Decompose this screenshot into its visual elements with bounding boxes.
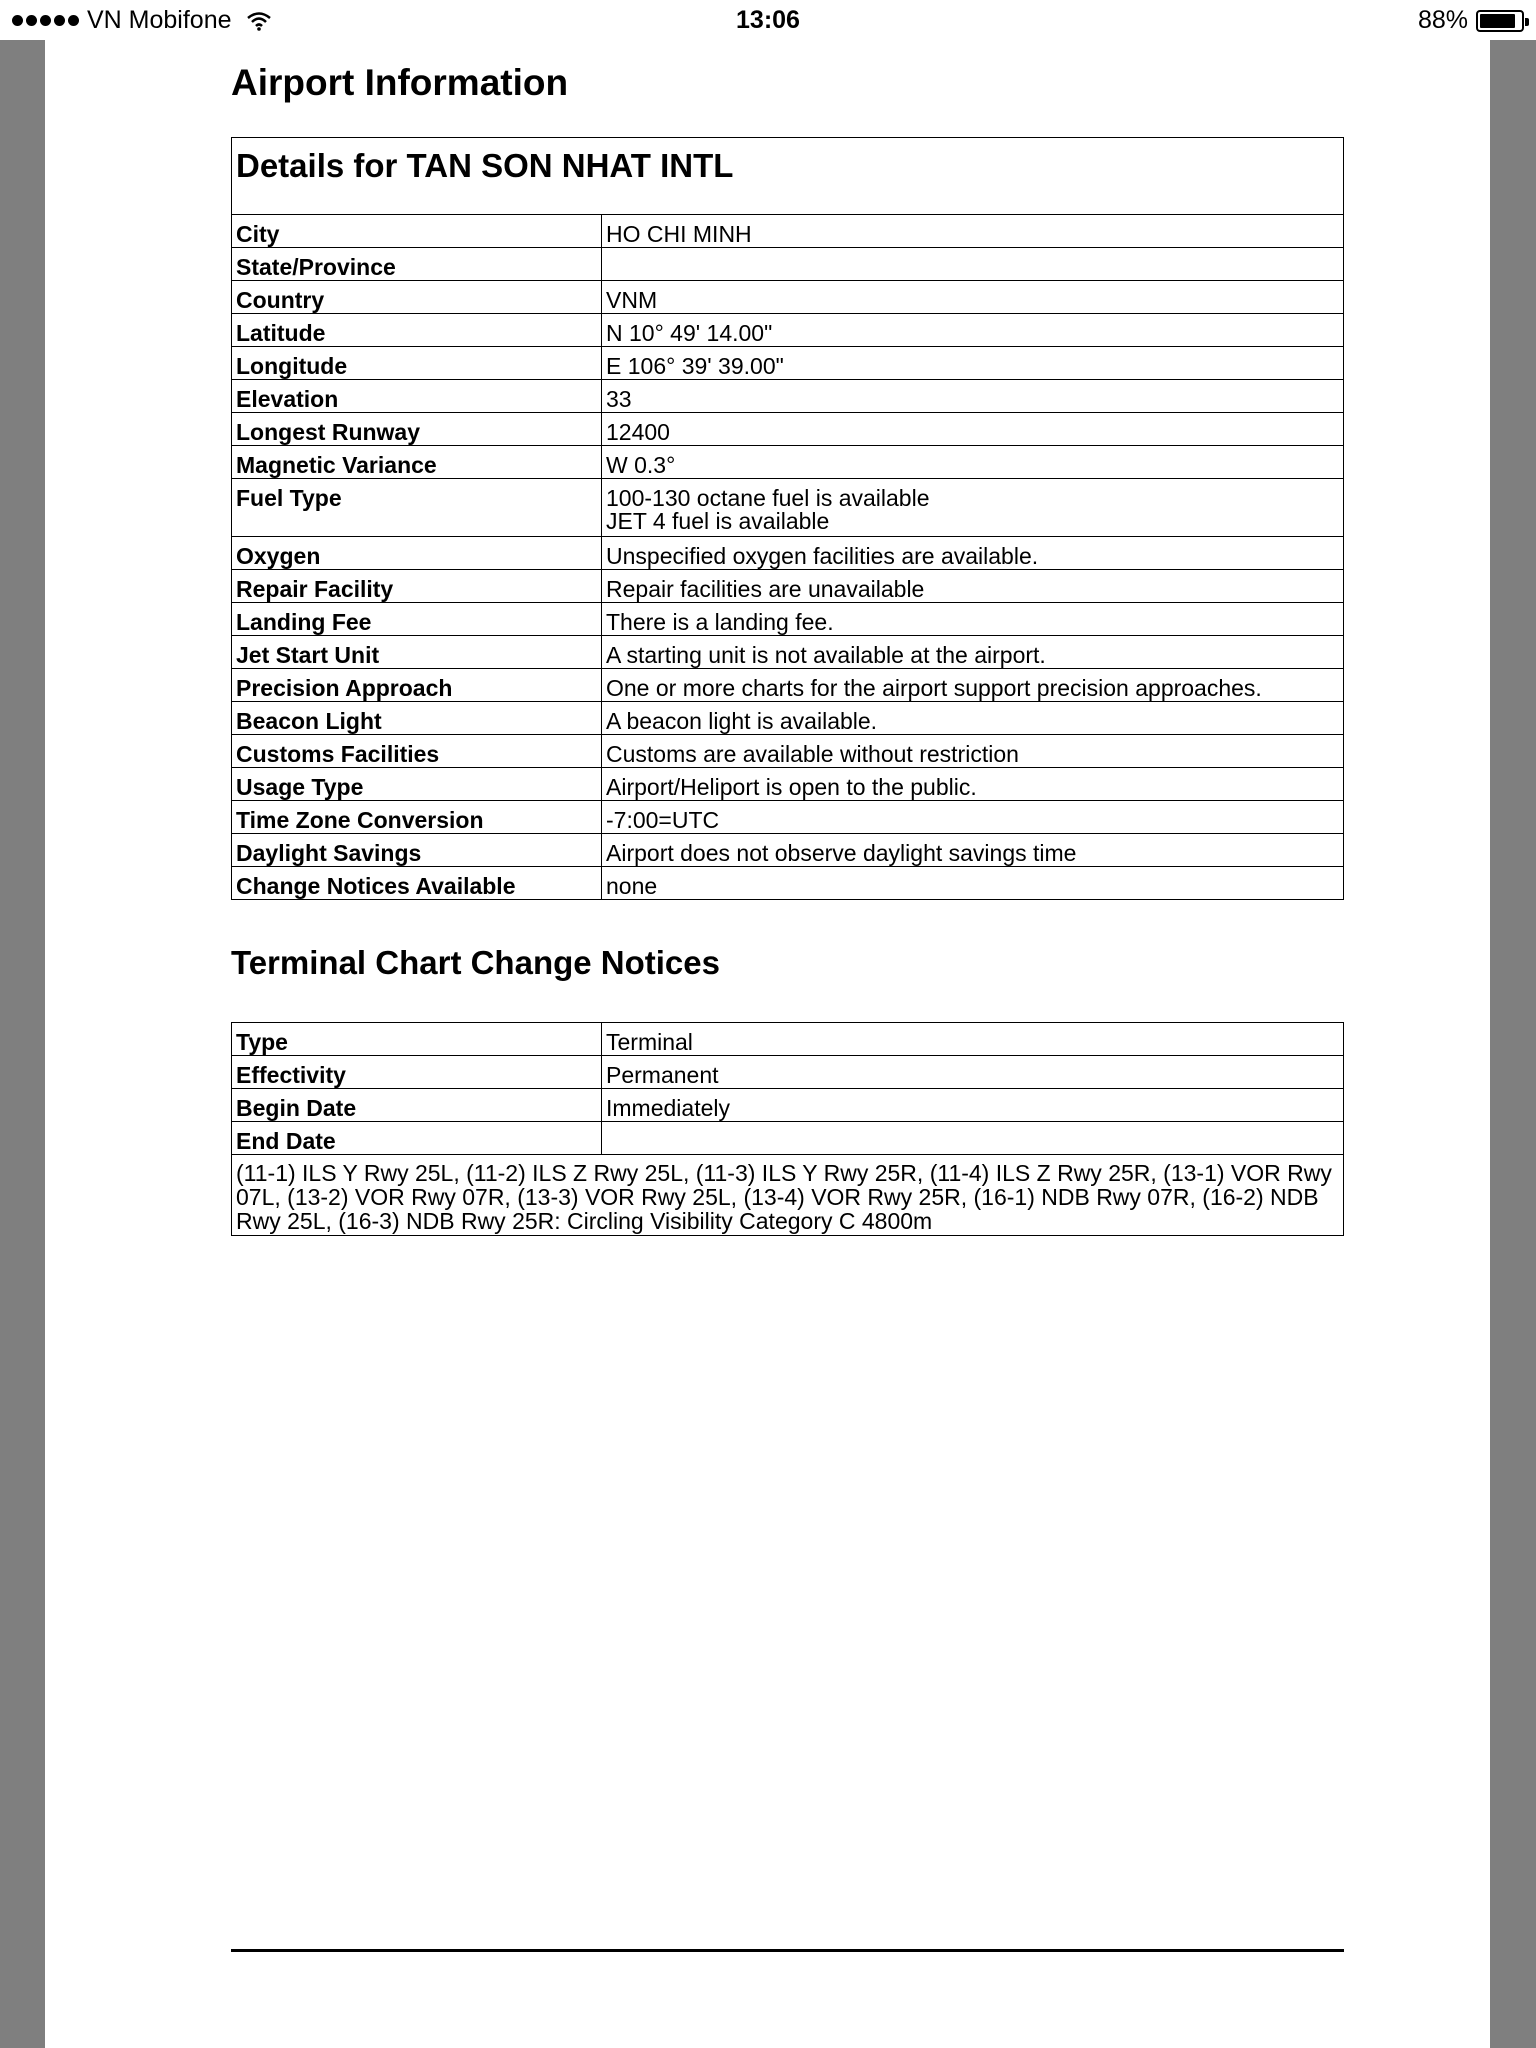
row-value: Unspecified oxygen facilities are available.: [602, 537, 1344, 570]
row-label: Country: [232, 281, 602, 314]
row-label: Latitude: [232, 314, 602, 347]
row-label: Precision Approach: [232, 669, 602, 702]
table-row: [232, 380, 1344, 413]
table-row: [232, 281, 1344, 314]
table-row: [232, 702, 1344, 735]
row-label: Repair Facility: [232, 570, 602, 603]
row-value: [602, 1122, 1344, 1155]
row-value: -7:00=UTC: [602, 801, 1344, 834]
row-label: Usage Type: [232, 768, 602, 801]
row-label: Begin Date: [232, 1089, 602, 1122]
row-value: Repair facilities are unavailable: [602, 570, 1344, 603]
table-row: [232, 570, 1344, 603]
row-label: Effectivity: [232, 1056, 602, 1089]
row-label: Landing Fee: [232, 603, 602, 636]
row-value: VNM: [602, 281, 1344, 314]
battery-icon: [1476, 10, 1524, 32]
row-value: none: [602, 867, 1344, 900]
row-value-line: 100-130 octane fuel is available: [606, 485, 930, 511]
table-row: [232, 603, 1344, 636]
row-label: Type: [232, 1023, 602, 1056]
row-value: Terminal: [602, 1023, 1344, 1056]
row-label: Beacon Light: [232, 702, 602, 735]
table-row: [232, 768, 1344, 801]
row-value: [602, 248, 1344, 281]
footer-rule: [231, 1949, 1344, 1952]
row-value: E 106° 39' 39.00": [602, 347, 1344, 380]
battery-tip: [1525, 18, 1529, 26]
row-label: Customs Facilities: [232, 735, 602, 768]
row-label: Magnetic Variance: [232, 446, 602, 479]
table-row: [232, 479, 1344, 537]
row-value: N 10° 49' 14.00": [602, 314, 1344, 347]
row-label: Longitude: [232, 347, 602, 380]
table-row: [232, 1089, 1344, 1122]
table-row: [232, 867, 1344, 900]
table-row: [232, 1155, 1344, 1236]
battery-fill: [1480, 14, 1515, 28]
table-row: [232, 347, 1344, 380]
row-label: Jet Start Unit: [232, 636, 602, 669]
carrier-name: VN Mobifone: [87, 6, 232, 34]
table-row: [232, 636, 1344, 669]
airport-details-table: [231, 137, 1344, 900]
clock: 13:06: [736, 6, 800, 34]
table-row: [232, 1056, 1344, 1089]
row-value: Airport does not observe daylight savings time: [602, 834, 1344, 867]
row-label: Oxygen: [232, 537, 602, 570]
table-row: [232, 446, 1344, 479]
table-row: [232, 314, 1344, 347]
row-value: Airport/Heliport is open to the public.: [602, 768, 1344, 801]
row-value: There is a landing fee.: [602, 603, 1344, 636]
row-value: W 0.3°: [602, 446, 1344, 479]
table-row: [232, 248, 1344, 281]
row-label: State/Province: [232, 248, 602, 281]
table-row: [232, 413, 1344, 446]
row-value: A starting unit is not available at the airport.: [602, 636, 1344, 669]
row-label: End Date: [232, 1122, 602, 1155]
row-label: Change Notices Available: [232, 867, 602, 900]
row-label: Longest Runway: [232, 413, 602, 446]
row-label: Fuel Type: [232, 479, 602, 537]
row-value-line: JET 4 fuel is available: [606, 508, 830, 534]
notices-title: Terminal Chart Change Notices: [231, 944, 720, 981]
row-value: [602, 479, 1344, 537]
row-value: 12400: [602, 413, 1344, 446]
status-bar: [0, 0, 1536, 40]
row-label: City: [232, 215, 602, 248]
table-row: [232, 1122, 1344, 1155]
row-value: Customs are available without restriction: [602, 735, 1344, 768]
change-notices-table: [231, 1022, 1344, 1236]
row-label: Daylight Savings: [232, 834, 602, 867]
table-row: [232, 1023, 1344, 1056]
row-value: A beacon light is available.: [602, 702, 1344, 735]
table-row: [232, 215, 1344, 248]
row-value: HO CHI MINH: [602, 215, 1344, 248]
document-page[interactable]: [45, 0, 1490, 2048]
row-value: One or more charts for the airport support precision approaches.: [602, 669, 1344, 702]
row-value: Immediately: [602, 1089, 1344, 1122]
status-right: [1418, 6, 1524, 35]
details-title: Details for TAN SON NHAT INTL: [232, 138, 1344, 215]
table-row: [232, 834, 1344, 867]
table-row: [232, 735, 1344, 768]
table-row: [232, 801, 1344, 834]
row-value: 33: [602, 380, 1344, 413]
page-title: Airport Information: [231, 62, 569, 103]
row-value: Permanent: [602, 1056, 1344, 1089]
row-label: Elevation: [232, 380, 602, 413]
notice-text: (11-1) ILS Y Rwy 25L, (11-2) ILS Z Rwy 25L, (11-3) ILS Y Rwy 25R, (11-4) ILS Z Rwy 25R, (13-1) VOR Rwy 07L, (13-2) VOR Rwy 07R, (13-3) VOR Rwy 25L, (13-4) VOR Rwy 25R, (16-1) NDB Rwy 07R, (16-2) NDB Rwy 25L, (16-3) NDB Rwy 25R: Circling Visibility Category C 4800m: [232, 1155, 1344, 1236]
row-label: Time Zone Conversion: [232, 801, 602, 834]
table-row: [232, 669, 1344, 702]
battery-percent: 88%: [1417, 6, 1468, 34]
table-row: [232, 537, 1344, 570]
